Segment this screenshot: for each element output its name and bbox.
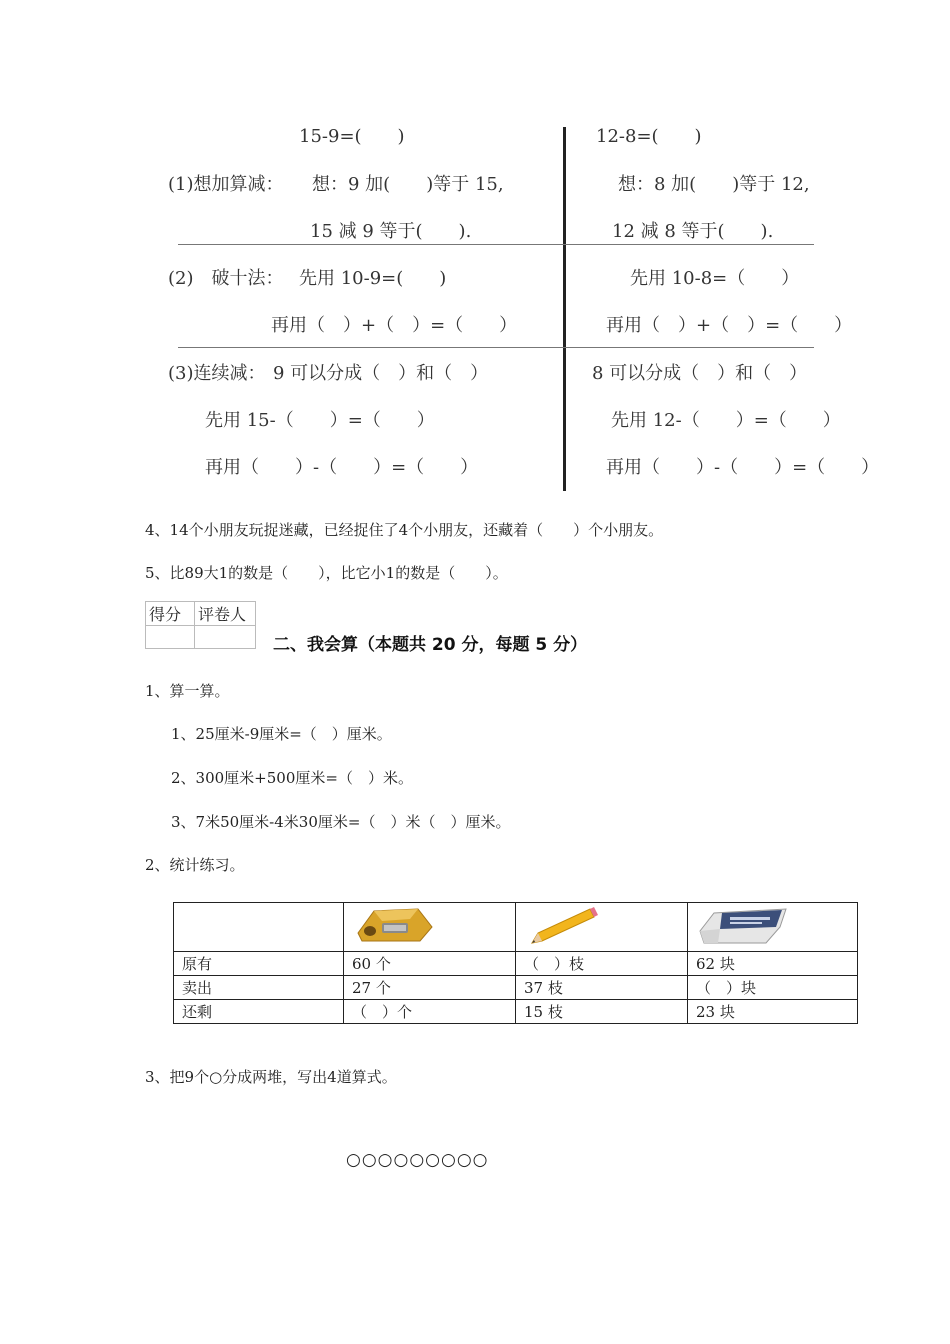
question-1-title: 1、算一算。 bbox=[145, 682, 230, 700]
center-divider bbox=[563, 127, 566, 491]
table-cell: 60 个 bbox=[344, 952, 516, 976]
right-method3-line2: 先用 12-（ ）=（ ） bbox=[611, 410, 841, 431]
row-divider-1 bbox=[178, 244, 814, 245]
right-method1-line2: 12 减 8 等于( ). bbox=[612, 221, 774, 242]
question-1-item-1: 1、25厘米-9厘米=（ ）厘米。 bbox=[171, 725, 392, 743]
grader-cell[interactable] bbox=[195, 626, 256, 649]
sharpener-icon bbox=[352, 931, 438, 949]
score-cell[interactable] bbox=[146, 626, 195, 649]
right-method3-line3: 再用（ ）-（ ）=（ ） bbox=[606, 457, 880, 478]
header-empty-cell bbox=[174, 903, 344, 952]
left-method3-line3: 再用（ ）-（ ）=（ ） bbox=[205, 457, 479, 478]
left-method2-line1: 先用 10-9=( ) bbox=[299, 268, 447, 289]
sharpener-cell bbox=[344, 903, 516, 952]
table-cell: 62 块 bbox=[688, 952, 858, 976]
left-method2-line2: 再用（ ）+（ ）=（ ） bbox=[271, 315, 518, 336]
table-cell: （ ）块 bbox=[688, 976, 858, 1000]
question-5: 5、比89大1的数是（ ），比它小1的数是（ ）。 bbox=[145, 564, 508, 582]
pencil-icon bbox=[524, 933, 604, 951]
method3-label: (3)连续减： bbox=[168, 363, 266, 384]
grader-label: 评卷人 bbox=[195, 602, 256, 626]
eraser-icon bbox=[696, 933, 788, 951]
table-cell: 27 个 bbox=[344, 976, 516, 1000]
table-cell: 37 枝 bbox=[516, 976, 688, 1000]
circle-row: ○○○○○○○○○ bbox=[346, 1150, 489, 1170]
right-method2-line1: 先用 10-8=（ ） bbox=[630, 268, 800, 289]
score-label: 得分 bbox=[146, 602, 195, 626]
eraser-cell bbox=[688, 903, 858, 952]
question-2-title: 2、统计练习。 bbox=[145, 856, 245, 874]
question-1-item-3: 3、7米50厘米-4米30厘米=（ ）米（ ）厘米。 bbox=[171, 813, 511, 831]
question-3-title: 3、把9个○分成两堆，写出4道算式。 bbox=[145, 1068, 397, 1086]
question-1-item-2: 2、300厘米+500厘米=（ ）米。 bbox=[171, 769, 413, 787]
table-cell: 15 枝 bbox=[516, 1000, 688, 1024]
method1-label: (1)想加算减： bbox=[168, 174, 284, 195]
pencil-cell bbox=[516, 903, 688, 952]
row-divider-2 bbox=[178, 347, 814, 348]
left-method1-line1: 想：9 加( )等于 15, bbox=[312, 174, 504, 195]
table-cell: （ ）个 bbox=[344, 1000, 516, 1024]
right-method3-line1: 8 可以分成（ ）和（ ） bbox=[592, 363, 808, 384]
question-4: 4、14个小朋友玩捉迷藏，已经捉住了4个小朋友，还藏着（ ）个小朋友。 bbox=[145, 521, 664, 539]
right-method1-line1: 想：8 加( )等于 12, bbox=[618, 174, 810, 195]
row-label-sold: 卖出 bbox=[174, 976, 344, 1000]
left-method1-line2: 15 减 9 等于( ). bbox=[310, 221, 472, 242]
left-equation: 15-9=( ) bbox=[299, 126, 405, 147]
right-method2-line2: 再用（ ）+（ ）=（ ） bbox=[606, 315, 853, 336]
left-method3-line1: 9 可以分成（ ）和（ ） bbox=[273, 363, 489, 384]
stats-table bbox=[173, 902, 858, 1024]
row-label-remaining: 还剩 bbox=[174, 1000, 344, 1024]
score-box bbox=[145, 601, 256, 649]
method2-label: (2) 破十法： bbox=[168, 268, 284, 289]
left-method3-line2: 先用 15-（ ）=（ ） bbox=[205, 410, 435, 431]
table-cell: 23 块 bbox=[688, 1000, 858, 1024]
section-title: 二、我会算（本题共 20 分，每题 5 分） bbox=[273, 635, 588, 655]
table-cell: （ ）枝 bbox=[516, 952, 688, 976]
right-equation: 12-8=( ) bbox=[596, 126, 702, 147]
row-label-original: 原有 bbox=[174, 952, 344, 976]
